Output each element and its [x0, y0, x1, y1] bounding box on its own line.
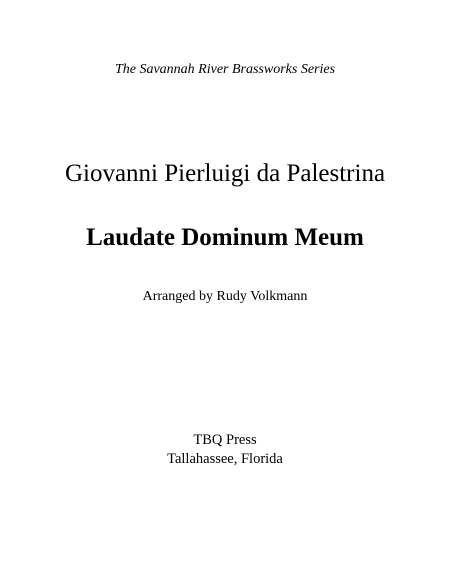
piece-title: Laudate Dominum Meum: [86, 224, 364, 251]
publisher-name: TBQ Press: [193, 432, 257, 448]
arranger-credit: Arranged by Rudy Volkmann: [142, 289, 308, 304]
series-name: The Savannah River Brassworks Series: [114, 62, 336, 77]
composer-name: Giovanni Pierluigi da Palestrina: [64, 160, 386, 187]
publisher-location: Tallahassee, Florida: [167, 451, 283, 467]
